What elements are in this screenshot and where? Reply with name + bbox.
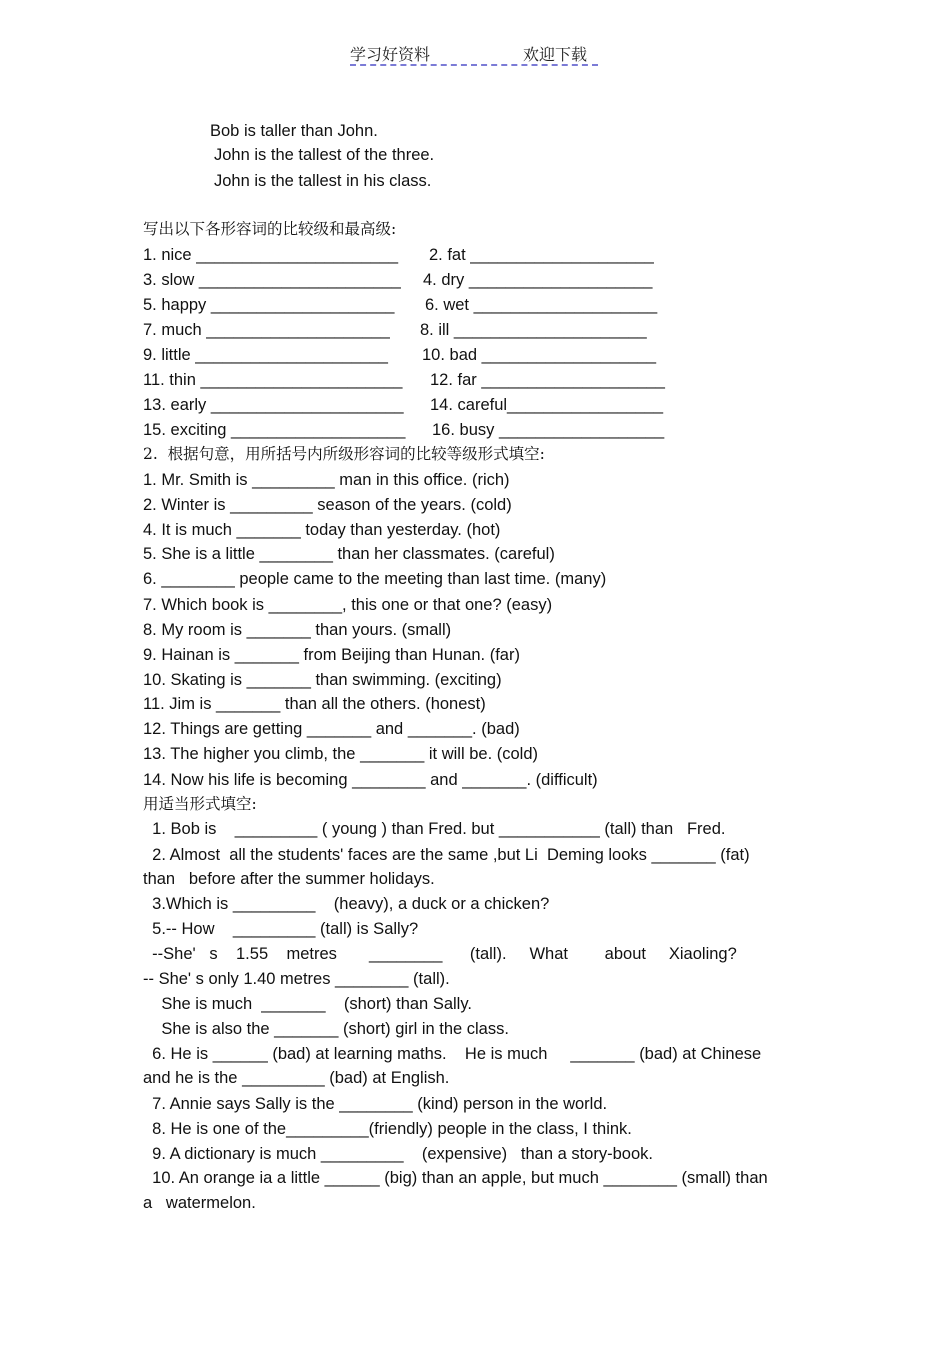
example-sentence: John is the tallest of the three.: [214, 146, 435, 164]
exercise-line: --She' s 1.55 metres ________ (tall). What about Xiaoling?: [143, 945, 737, 963]
exercise-line: than before after the summer holidays.: [143, 870, 435, 888]
exercise-item: 6. ________ people came to the meeting than last time. (many): [143, 570, 607, 588]
exercise-item: 11. Jim is _______ than all the others. (honest): [143, 695, 486, 713]
exercise-line: 5.-- How _________ (tall) is Sally?: [143, 920, 419, 938]
header-left-text: 学习好资料: [350, 45, 431, 64]
exercise-line: 7. Annie says Sally is the ________ (kind) person in the world.: [143, 1095, 608, 1113]
exercise-item: 9. little _____________________: [143, 346, 388, 364]
exercise-line: 8. He is one of the_________(friendly) people in the class, I think.: [143, 1120, 632, 1138]
exercise-line: 6. He is ______ (bad) at learning maths. He is much _______ (bad) at Chinese: [143, 1045, 762, 1063]
exercise-item: 13. early _____________________: [143, 396, 404, 414]
exercise-item: 7. much ____________________: [143, 321, 390, 339]
exercise-item: 11. thin ______________________: [143, 371, 403, 389]
exercise-item: 5. She is a little ________ than her classmates. (careful): [143, 545, 555, 563]
exercise-item: 8. My room is _______ than yours. (small): [143, 621, 452, 639]
exercise-item: 10. Skating is _______ than swimming. (exciting): [143, 671, 502, 689]
exercise-item: 7. Which book is ________, this one or that one? (easy): [143, 596, 553, 614]
exercise-line: She is much _______ (short) than Sally.: [143, 995, 472, 1013]
exercise-item: 4. dry ____________________: [423, 271, 653, 289]
exercise-item: 14. careful_________________: [430, 396, 664, 414]
exercise-item: 16. busy __________________: [432, 421, 665, 439]
page-header: [350, 42, 598, 66]
exercise-item: 10. bad ___________________: [422, 346, 656, 364]
exercise-item: 2. Winter is _________ season of the years. (cold): [143, 496, 512, 514]
exercise-line: 3.Which is _________ (heavy), a duck or a chicken?: [143, 895, 550, 913]
exercise-item: 8. ill _____________________: [420, 321, 647, 339]
section2-title: 2. 根据句意，用所括号内所级形容词的比较等级形式填空:: [143, 445, 545, 463]
exercise-item: 12. Things are getting _______ and _______. (bad): [143, 720, 520, 738]
exercise-line: 9. A dictionary is much _________ (expensive) than a story-book.: [143, 1145, 653, 1163]
section3-title: 用适当形式填空:: [143, 795, 257, 813]
exercise-line: a watermelon.: [143, 1194, 256, 1212]
example-sentence: Bob is taller than John.: [210, 122, 378, 140]
exercise-item: 3. slow ______________________: [143, 271, 401, 289]
exercise-line: -- She' s only 1.40 metres ________ (tall).: [143, 970, 450, 988]
exercise-line: 10. An orange ia a little ______ (big) than an apple, but much ________ (small) than: [143, 1169, 768, 1187]
exercise-item: 5. happy ____________________: [143, 296, 395, 314]
exercise-item: 1. nice ______________________: [143, 246, 399, 264]
header-right-text: 欢迎下载: [523, 45, 588, 64]
exercise-item: 15. exciting ___________________: [143, 421, 406, 439]
exercise-item: 12. far ____________________: [430, 371, 665, 389]
exercise-line: She is also the _______ (short) girl in the class.: [143, 1020, 509, 1038]
exercise-line: 1. Bob is _________ ( young ) than Fred. but ___________ (tall) than Fred.: [143, 820, 726, 838]
exercise-item: 4. It is much _______ today than yesterday. (hot): [143, 521, 501, 539]
exercise-line: 2. Almost all the students' faces are the same ,but Li Deming looks _______ (fat): [143, 846, 750, 864]
exercise-item: 14. Now his life is becoming ________ and _______. (difficult): [143, 771, 598, 789]
example-sentence: John is the tallest in his class.: [214, 172, 432, 190]
exercise-line: and he is the _________ (bad) at English.: [143, 1069, 450, 1087]
section1-title: 写出以下各形容词的比较级和最高级:: [143, 220, 397, 238]
exercise-item: 2. fat ____________________: [429, 246, 654, 264]
exercise-item: 1. Mr. Smith is _________ man in this office. (rich): [143, 471, 510, 489]
exercise-item: 9. Hainan is _______ from Beijing than Hunan. (far): [143, 646, 520, 664]
exercise-item: 13. The higher you climb, the _______ it will be. (cold): [143, 745, 539, 763]
exercise-item: 6. wet ____________________: [425, 296, 658, 314]
